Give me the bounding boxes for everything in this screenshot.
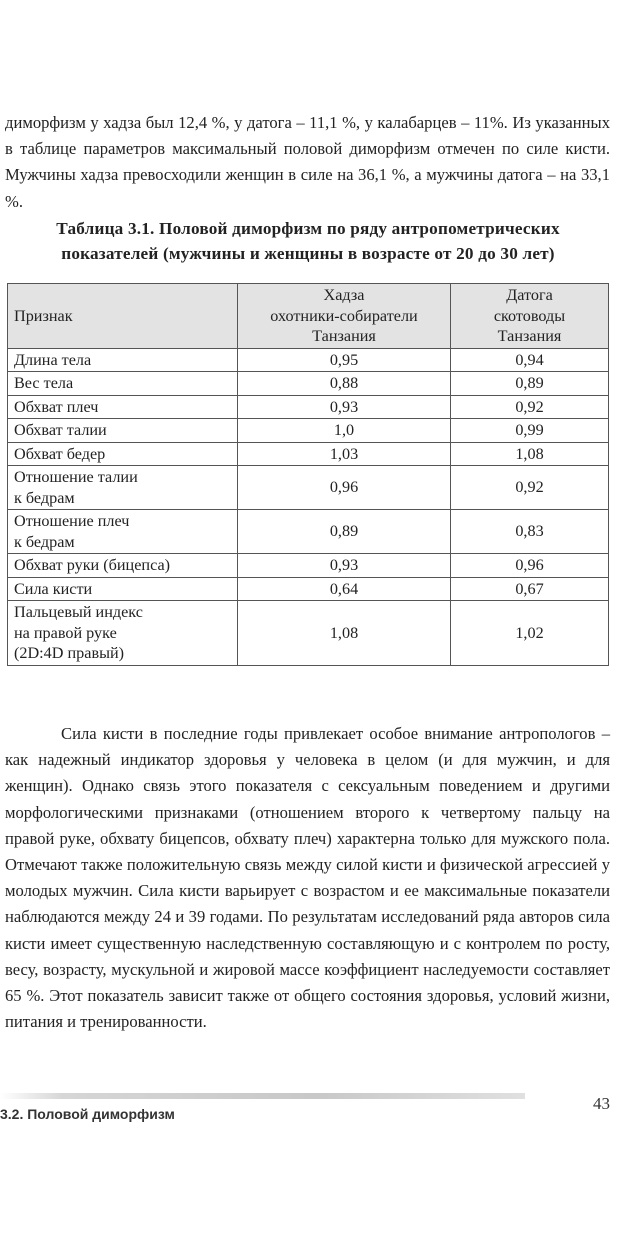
footer-rule bbox=[0, 1093, 525, 1099]
sign-line: Пальцевый индекс bbox=[14, 603, 143, 621]
hadza-value: 0,64 bbox=[238, 577, 451, 601]
datoga-value: 1,02 bbox=[451, 601, 609, 666]
header-line: Танзания bbox=[497, 327, 562, 345]
hadza-value: 0,89 bbox=[238, 510, 451, 554]
sign-cell bbox=[8, 442, 238, 466]
sign-line: Обхват талии bbox=[14, 421, 107, 439]
sign-line: Отношение плеч bbox=[14, 512, 130, 530]
header-line: Хадза bbox=[323, 286, 365, 304]
sign-cell bbox=[8, 348, 238, 372]
table-row bbox=[8, 395, 609, 419]
table-row bbox=[8, 466, 609, 510]
sign-line: Сила кисти bbox=[14, 579, 93, 598]
sign-cell bbox=[8, 372, 238, 396]
datoga-value: 0,94 bbox=[451, 348, 609, 372]
datoga-value: 1,08 bbox=[451, 442, 609, 466]
datoga-value: 0,99 bbox=[451, 419, 609, 443]
hadza-value: 0,93 bbox=[238, 395, 451, 419]
sign-cell bbox=[8, 510, 238, 554]
hadza-value: 1,0 bbox=[238, 419, 451, 443]
table-row bbox=[8, 372, 609, 396]
sign-line: к бедрам bbox=[14, 488, 75, 507]
sign-line: Длина тела bbox=[14, 350, 92, 369]
hadza-value: 0,93 bbox=[238, 554, 451, 578]
page-number: 43 bbox=[593, 1094, 610, 1113]
datoga-value: 0,96 bbox=[451, 554, 609, 578]
sign-cell bbox=[8, 554, 238, 578]
sign-line: на правой руке bbox=[14, 623, 117, 642]
body-paragraph-main: Сила кисти в последние годы привлекает особое внимание антропологов – как надежный индикатор здоровья у человека в целом (и для мужчин, и для женщин). Однако связь этого показателя с сексуальным поведением и другими морфологическими признаками (отношением второго к четвертому пальцу на правой руке, обхвату бицепсов, обхвату плеч) характерна только для мужского пола. Отмечают также положительную связь между силой кисти и физической агрессией у молодых мужчин. Сила кисти варьирует с возрастом и ее максимальные показатели наблюдаются между 24 и 39 годами. По результатам исследований ряда авторов сила кисти имеет существенную наследственную составляющую и с контролем по росту, весу, возрасту, мускульной и жировой массе коэффициент наследуемости составляет 65 %. Этот показатель зависит также от общего состояния здоровья, условий жизни, питания и тренированности. bbox=[5, 724, 610, 1032]
hadza-value: 1,08 bbox=[238, 601, 451, 666]
sign-cell bbox=[8, 577, 238, 601]
sign-line: Обхват руки (бицепса) bbox=[14, 556, 171, 574]
datoga-value: 0,67 bbox=[451, 577, 609, 601]
sign-cell bbox=[8, 601, 238, 666]
sign-line: Обхват плеч bbox=[14, 397, 99, 416]
sign-line: (2D:4D правый) bbox=[14, 644, 125, 662]
table-row bbox=[8, 577, 609, 601]
datoga-value: 0,92 bbox=[451, 395, 609, 419]
table-header-row bbox=[8, 284, 609, 349]
header-line: Танзания bbox=[312, 327, 376, 345]
table-row bbox=[8, 554, 609, 578]
sign-cell bbox=[8, 395, 238, 419]
sign-line: к бедрам bbox=[14, 532, 75, 551]
table-row bbox=[8, 419, 609, 443]
dimorphism-table bbox=[7, 283, 609, 666]
hadza-value: 0,96 bbox=[238, 466, 451, 510]
header-cell-datoga bbox=[451, 284, 609, 349]
datoga-value: 0,83 bbox=[451, 510, 609, 554]
body-paragraph-top: диморфизм у хадза был 12,4 %, у датога – 11,1 %, у калабарцев – 11%. Из указанных в таблице параметров максимальный половой диморфизм отмечен по силе кисти. Мужчины хадза превосходили женщин в силе на 36,1 %, а мужчины датога – на 33,1 %. bbox=[5, 113, 610, 211]
table-row bbox=[8, 442, 609, 466]
sign-cell bbox=[8, 466, 238, 510]
datoga-value: 0,92 bbox=[451, 466, 609, 510]
hadza-value: 0,88 bbox=[238, 372, 451, 396]
hadza-value: 1,03 bbox=[238, 442, 451, 466]
table-row bbox=[8, 601, 609, 666]
header-line: Датога bbox=[506, 286, 553, 304]
table-caption: Таблица 3.1. Половой диморфизм по ряду антропометрических показателей (мужчины и женщины в возрасте от 20 до 30 лет) bbox=[56, 219, 560, 263]
header-line: скотоводы bbox=[493, 306, 566, 325]
sign-line: Вес тела bbox=[14, 374, 74, 392]
running-head: 3.2. Половой диморфизм bbox=[0, 1106, 175, 1122]
datoga-value: 0,89 bbox=[451, 372, 609, 396]
sign-line: Отношение талии bbox=[14, 468, 138, 486]
header-line: Признак bbox=[14, 306, 73, 325]
header-line: охотники-собиратели bbox=[270, 306, 418, 325]
hadza-value: 0,95 bbox=[238, 348, 451, 372]
sign-line: Обхват бедер bbox=[14, 444, 106, 463]
header-cell-sign bbox=[8, 284, 238, 349]
table-row bbox=[8, 348, 609, 372]
header-cell-hadza bbox=[238, 284, 451, 349]
sign-cell bbox=[8, 419, 238, 443]
table-row bbox=[8, 510, 609, 554]
